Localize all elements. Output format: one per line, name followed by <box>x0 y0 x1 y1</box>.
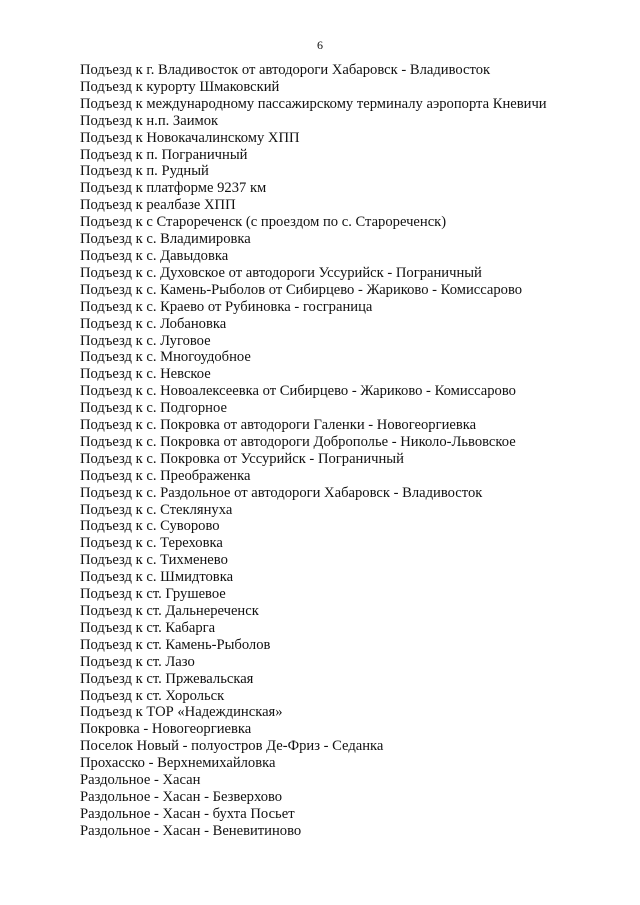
list-item: Подъезд к реалбазе ХПП <box>80 197 236 214</box>
list-item: Подъезд к н.п. Заимок <box>80 112 219 129</box>
list-item: Покровка - Новогеоргиевка <box>80 721 252 738</box>
list-item: Подъезд к ст. Кабарга <box>80 619 216 636</box>
list-item: Подъезд к с. Покровка от Уссурийск - Пограничный <box>80 450 404 467</box>
list-item: Подъезд к с. Давыдовка <box>80 247 229 264</box>
list-item: Подъезд к ст. Хорольск <box>80 687 225 704</box>
list-item: Подъезд к с. Невское <box>80 366 211 383</box>
list-item: Подъезд к с. Луговое <box>80 332 211 349</box>
list-item: Подъезд к ТОР «Надеждинская» <box>80 704 283 721</box>
list-item: Подъезд к г. Владивосток от автодороги Хабаровск - Владивосток <box>80 62 491 78</box>
list-item: Подъезд к с. Лобановка <box>80 315 227 332</box>
list-item: Подъезд к Новокачалинскому ХПП <box>80 129 300 146</box>
list-item: Подъезд к с. Тихменево <box>80 552 228 569</box>
list-item: Подъезд к с Старореченск (с проездом по с. Старореченск) <box>80 214 447 231</box>
list-item: Подъезд к международному пассажирскому терминалу аэропорта Кневичи <box>80 95 547 112</box>
list-item: Подъезд к платформе 9237 км <box>80 180 267 197</box>
list-item: Подъезд к с. Многоудобное <box>80 349 251 366</box>
list-item: Подъезд к с. Владимировка <box>80 231 251 248</box>
list-item: Раздольное - Хасан - Веневитиново <box>80 822 302 839</box>
list-item: Подъезд к с. Суворово <box>80 518 220 535</box>
list-item: Подъезд к с. Тереховка <box>80 535 223 552</box>
list-item: Подъезд к с. Подгорное <box>80 400 227 417</box>
list-item: Подъезд к п. Пограничный <box>80 146 248 163</box>
list-item: Подъезд к с. Камень-Рыболов от Сибирцево - Жариково - Комиссарово <box>80 281 523 298</box>
list-item: Раздольное - Хасан - бухта Посьет <box>80 805 295 822</box>
list-item: Раздольное - Хасан - Безверхово <box>80 788 283 805</box>
list-item: Поселок Новый - полуостров Де-Фриз - Седанка <box>80 738 384 755</box>
list-item: Подъезд к ст. Грушевое <box>80 586 226 603</box>
list-item: Раздольное - Хасан <box>80 772 201 789</box>
list-item: Подъезд к ст. Пржевальская <box>80 670 254 687</box>
list-item: Подъезд к с. Раздольное от автодороги Хабаровск - Владивосток <box>80 484 483 501</box>
list-item: Подъезд к с. Покровка от автодороги Доброполье - Николо-Львовское <box>80 433 516 450</box>
road-list <box>80 62 620 840</box>
list-item: Подъезд к курорту Шмаковский <box>80 78 280 95</box>
list-item: Подъезд к с. Новоалексеевка от Сибирцево - Жариково - Комиссарово <box>80 383 516 400</box>
list-item: Подъезд к ст. Дальнереченск <box>80 603 259 619</box>
list-item: Подъезд к с. Краево от Рубиновка - госграница <box>80 298 373 315</box>
list-item: Прохасско - Верхнемихайловка <box>80 755 276 772</box>
list-item: Подъезд к с. Духовское от автодороги Уссурийск - Пограничный <box>80 264 482 281</box>
list-item: Подъезд к с. Стеклянуха <box>80 501 233 518</box>
list-item: Подъезд к ст. Камень-Рыболов <box>80 636 271 653</box>
list-item: Подъезд к ст. Лазо <box>80 653 195 670</box>
list-item: Подъезд к с. Покровка от автодороги Галенки - Новогеоргиевка <box>80 417 477 434</box>
page-number: 6 <box>317 38 323 52</box>
list-item: Подъезд к с. Преображенка <box>80 467 251 484</box>
list-item: Подъезд к п. Рудный <box>80 163 209 180</box>
list-item: Подъезд к с. Шмидтовка <box>80 569 234 586</box>
